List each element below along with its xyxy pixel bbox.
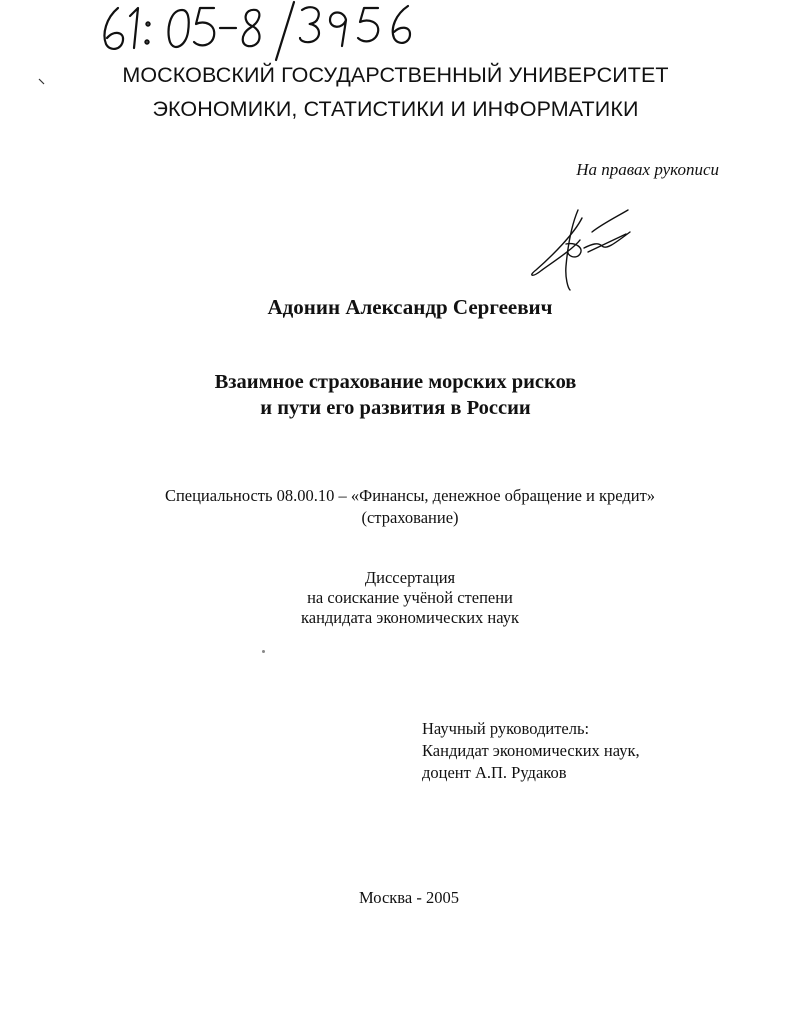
supervisor-line-3: доцент А.П. Рудаков <box>422 763 567 782</box>
author-signature <box>522 204 634 292</box>
supervisor-line-1: Научный руководитель: <box>422 719 590 738</box>
university-line-2: ЭКОНОМИКИ, СТАТИСТИКИ И ИНФОРМАТИКИ <box>152 97 639 121</box>
university-name <box>0 58 791 126</box>
specialty-line-2: (страхование) <box>361 508 459 527</box>
city-year: Москва - 2005 <box>359 888 459 907</box>
specialty <box>0 485 791 529</box>
supervisor-line-2: Кандидат экономических наук, <box>422 741 640 760</box>
dissertation-title <box>0 369 791 421</box>
archive-code-handwriting <box>96 0 426 64</box>
dissertation-line-3: кандидата экономических наук <box>300 608 519 627</box>
scan-speck <box>262 650 265 653</box>
university-line-1: МОСКОВСКИЙ ГОСУДАРСТВЕННЫЙ УНИВЕРСИТЕТ <box>122 63 669 87</box>
scientific-supervisor <box>422 718 640 784</box>
manuscript-rights-note: На правах рукописи <box>576 160 719 179</box>
dissertation-degree <box>0 568 791 628</box>
title-line-1: Взаимное страхование морских рисков <box>214 371 577 393</box>
specialty-line-1: Специальность 08.00.10 – «Финансы, денежное обращение и кредит» <box>164 486 656 505</box>
dissertation-line-2: на соискание учёной степени <box>307 588 513 607</box>
title-line-2: и пути его развития в России <box>260 397 531 419</box>
author-name: Адонин Александр Сергеевич <box>267 295 553 319</box>
dissertation-line-1: Диссертация <box>364 568 456 587</box>
